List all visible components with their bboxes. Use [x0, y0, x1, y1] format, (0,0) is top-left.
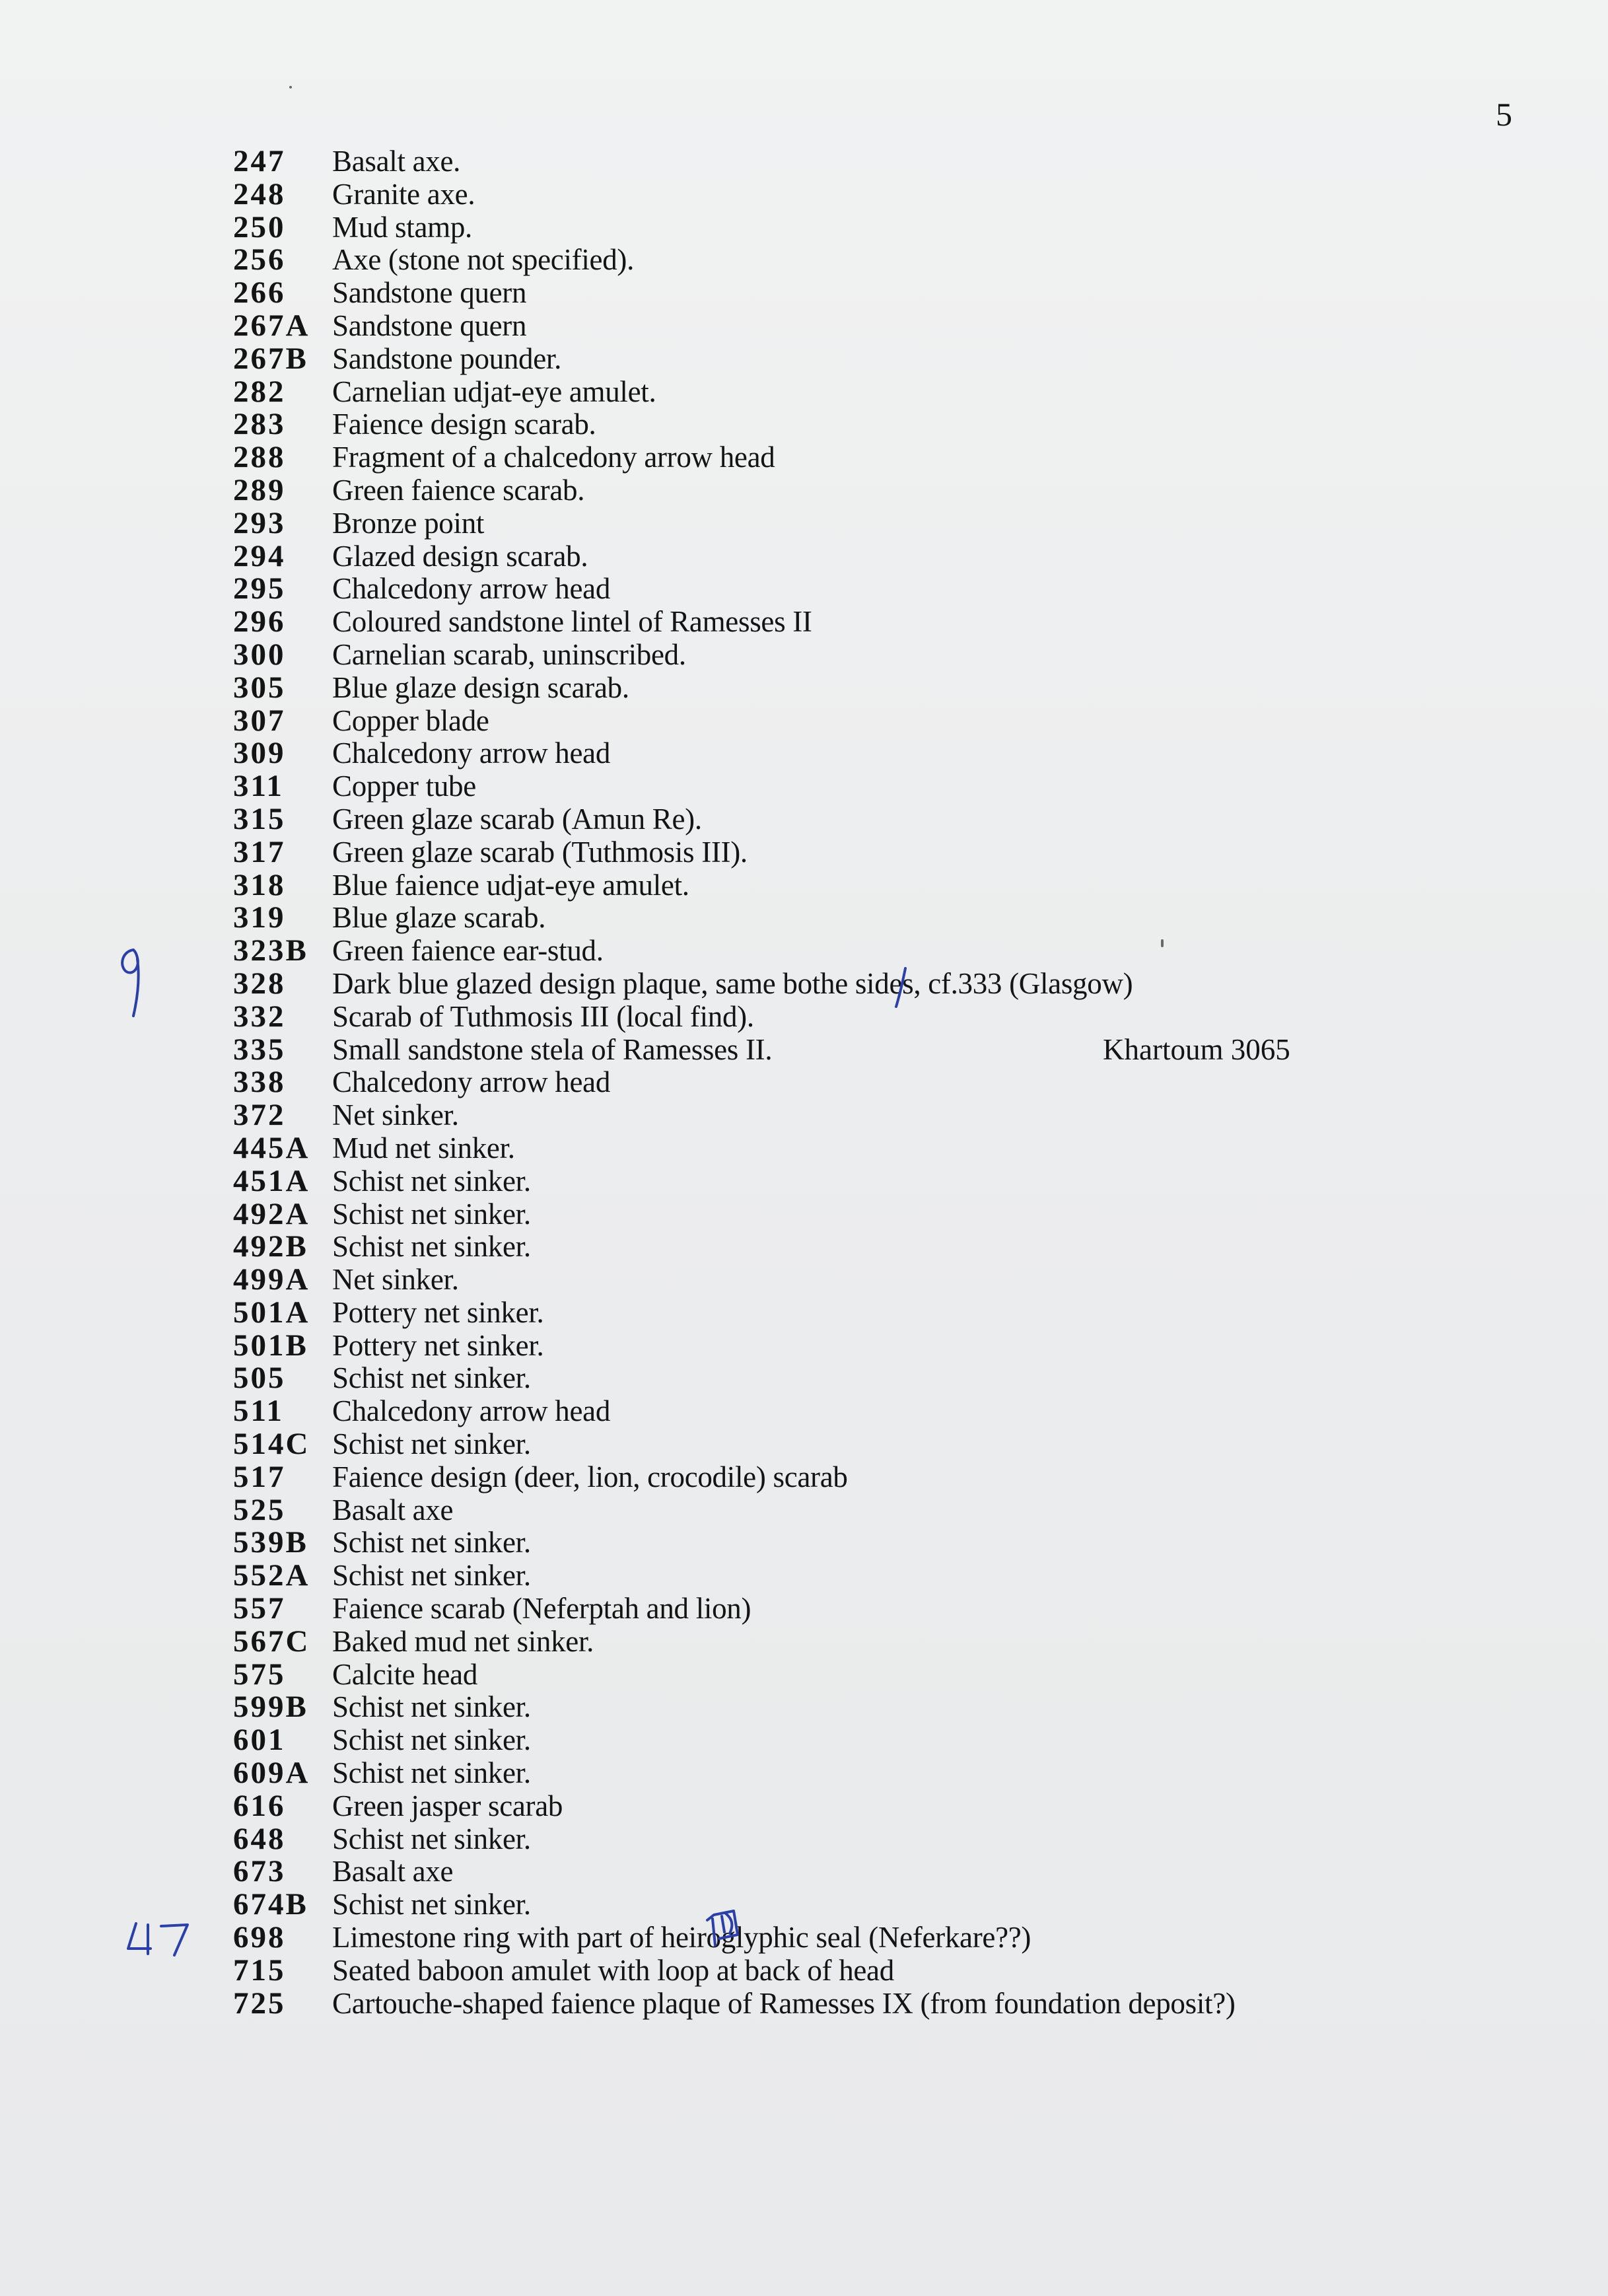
- item-description: Dark blue glazed design plaque, same bothe sides, cf.333 (Glasgow): [332, 966, 1133, 1000]
- item-number: 567C: [233, 1624, 310, 1659]
- item-description: Pottery net sinker.: [332, 1295, 544, 1329]
- item-number: 514C: [233, 1427, 310, 1462]
- item-number: 250: [233, 209, 286, 244]
- item-description: Schist net sinker.: [332, 1427, 531, 1461]
- list-item: [233, 1855, 1554, 1888]
- item-description: Cartouche-shaped faience plaque of Ramesses IX (from foundation deposit?): [332, 1986, 1236, 2020]
- item-number: 725: [233, 1986, 286, 2021]
- item-description: Limestone ring with part of heiroglyphic seal (Neferkare??): [332, 1921, 1031, 1955]
- item-description: Scarab of Tuthmosis III (local find).: [332, 999, 754, 1033]
- item-number: 256: [233, 242, 286, 277]
- item-description: Schist net sinker.: [332, 1723, 531, 1757]
- item-description: Chalcedony arrow head: [332, 1394, 611, 1428]
- item-description: Schist net sinker.: [332, 1361, 531, 1395]
- list-item: [233, 803, 1554, 836]
- list-item: [233, 441, 1554, 474]
- item-number: 296: [233, 604, 286, 639]
- item-description: Coloured sandstone lintel of Ramesses II: [332, 605, 812, 639]
- list-item: [233, 277, 1554, 310]
- item-number: 517: [233, 1459, 286, 1494]
- item-number: 492A: [233, 1196, 310, 1231]
- item-number: 323B: [233, 933, 308, 968]
- pen-correction-mark-bothe: [891, 964, 911, 1011]
- item-number: 335: [233, 1032, 286, 1067]
- list-item: [233, 1560, 1554, 1593]
- item-description: Small sandstone stela of Ramesses II.: [332, 1032, 773, 1066]
- item-description: Basalt axe: [332, 1855, 454, 1888]
- list-item: [233, 1757, 1554, 1790]
- page-number: 5: [1496, 96, 1512, 133]
- list-item: [233, 869, 1554, 902]
- list-item: [233, 376, 1554, 409]
- item-number: 295: [233, 571, 286, 606]
- item-description: Chalcedony arrow head: [332, 736, 611, 770]
- item-description: Fragment of a chalcedony arrow head: [332, 441, 775, 474]
- list-item: [233, 1428, 1554, 1461]
- item-description: Mud net sinker.: [332, 1131, 515, 1165]
- item-number: 283: [233, 407, 286, 442]
- item-number: 557: [233, 1591, 286, 1626]
- list-item: [233, 343, 1554, 376]
- item-description: Schist net sinker.: [332, 1690, 531, 1724]
- item-description: Schist net sinker.: [332, 1164, 531, 1198]
- item-description: Basalt axe.: [332, 145, 461, 178]
- list-item: [233, 1823, 1554, 1856]
- item-number: 698: [233, 1920, 286, 1955]
- item-description: Schist net sinker.: [332, 1559, 531, 1593]
- list-item: [233, 145, 1554, 178]
- item-number: 317: [233, 834, 286, 869]
- list-item: [233, 737, 1554, 770]
- handwritten-mark-left-upper: [111, 942, 157, 1021]
- list-item: [233, 507, 1554, 540]
- item-description: Carnelian udjat-eye amulet.: [332, 375, 656, 408]
- item-number: 311: [233, 769, 284, 804]
- list-item: [233, 672, 1554, 705]
- item-description: Sandstone pounder.: [332, 341, 562, 375]
- pen-correction-mark-heiroglyphic: [695, 1906, 748, 1965]
- list-item: [233, 1494, 1554, 1527]
- item-number: 525: [233, 1492, 286, 1527]
- item-description: Copper tube: [332, 770, 476, 803]
- list-item: [233, 1099, 1554, 1132]
- ink-speck: [289, 86, 292, 89]
- item-number: 499A: [233, 1262, 310, 1297]
- ink-speck: [1161, 939, 1164, 947]
- item-description: Basalt axe: [332, 1493, 454, 1526]
- list-item: [233, 1790, 1554, 1823]
- item-description: Mud stamp.: [332, 210, 473, 244]
- item-number: 673: [233, 1854, 286, 1889]
- catalogue-list: [233, 145, 1554, 2020]
- list-item: [233, 540, 1554, 573]
- list-item: [233, 1593, 1554, 1626]
- item-description: Axe (stone not specified).: [332, 243, 635, 277]
- item-number: 715: [233, 1953, 286, 1988]
- list-item: [233, 1330, 1554, 1363]
- list-item: [233, 244, 1554, 277]
- list-item: [233, 639, 1554, 672]
- list-item: [233, 1264, 1554, 1297]
- item-number: 492B: [233, 1229, 308, 1264]
- item-description: Blue glaze scarab.: [332, 901, 546, 935]
- list-item: [233, 902, 1554, 935]
- item-number: 294: [233, 538, 286, 573]
- item-description: Green glaze scarab (Tuthmosis III).: [332, 835, 748, 869]
- list-item: [233, 310, 1554, 343]
- list-item: [233, 1955, 1554, 1988]
- item-number: 318: [233, 867, 286, 902]
- item-number: 539B: [233, 1525, 308, 1560]
- item-number: 575: [233, 1657, 286, 1692]
- item-number: 445A: [233, 1130, 310, 1165]
- list-item: [233, 935, 1554, 968]
- list-item: [233, 1198, 1554, 1231]
- item-number: 501A: [233, 1295, 310, 1330]
- list-item: [233, 705, 1554, 738]
- item-number: 282: [233, 374, 286, 409]
- item-number: 372: [233, 1098, 286, 1133]
- item-description: Baked mud net sinker.: [332, 1624, 594, 1658]
- list-item: [233, 1724, 1554, 1757]
- item-description: Pottery net sinker.: [332, 1328, 544, 1362]
- item-number: 505: [233, 1361, 286, 1396]
- item-number: 338: [233, 1065, 286, 1100]
- list-item: [233, 770, 1554, 803]
- list-item: [233, 211, 1554, 244]
- item-description: Net sinker.: [332, 1098, 459, 1132]
- item-description: Schist net sinker.: [332, 1526, 531, 1560]
- item-number: 501B: [233, 1328, 308, 1363]
- item-number: 267A: [233, 308, 310, 343]
- item-description: Green glaze scarab (Amun Re).: [332, 802, 702, 836]
- item-number: 648: [233, 1821, 286, 1856]
- item-number: 307: [233, 703, 286, 738]
- item-description: Green jasper scarab: [332, 1789, 563, 1822]
- list-item: [233, 1362, 1554, 1395]
- item-number: 674B: [233, 1887, 308, 1922]
- list-item: [233, 1691, 1554, 1724]
- list-item: [233, 1921, 1554, 1955]
- item-number: 609A: [233, 1756, 310, 1791]
- item-description: Blue glaze design scarab.: [332, 670, 629, 704]
- item-description: Copper blade: [332, 703, 489, 737]
- item-number: 248: [233, 176, 286, 211]
- item-description: Green faience scarab.: [332, 473, 585, 507]
- item-description: Blue faience udjat-eye amulet.: [332, 868, 689, 902]
- list-item: [233, 836, 1554, 869]
- list-item: [233, 1297, 1554, 1330]
- item-number: 309: [233, 736, 286, 771]
- list-item: [233, 408, 1554, 441]
- item-description: Schist net sinker.: [332, 1888, 531, 1921]
- list-item: [233, 1626, 1554, 1659]
- item-description: Carnelian scarab, uninscribed.: [332, 637, 686, 671]
- item-number: 266: [233, 275, 286, 310]
- item-description: Faience design (deer, lion, crocodile) scarab: [332, 1460, 848, 1493]
- item-number: 305: [233, 670, 286, 705]
- item-description: Schist net sinker.: [332, 1230, 531, 1264]
- item-description: Chalcedony arrow head: [332, 572, 611, 606]
- item-number: 247: [233, 144, 286, 178]
- item-description: Sandstone quern: [332, 276, 527, 310]
- item-description: Schist net sinker.: [332, 1822, 531, 1855]
- item-number: 319: [233, 900, 286, 935]
- item-number: 289: [233, 472, 286, 507]
- item-description: Net sinker.: [332, 1263, 459, 1297]
- handwritten-mark-left-lower: [122, 1918, 194, 1960]
- list-item: [233, 1066, 1554, 1099]
- item-description: Seated baboon amulet with loop at back of head: [332, 1953, 894, 1987]
- list-item: [233, 1461, 1554, 1494]
- item-description: Bronze point: [332, 506, 485, 540]
- item-description: Green faience ear-stud.: [332, 934, 604, 968]
- list-item: [233, 178, 1554, 211]
- item-number: 332: [233, 999, 286, 1034]
- list-item: [233, 1132, 1554, 1165]
- list-item: [233, 1395, 1554, 1428]
- list-item: [233, 1231, 1554, 1264]
- list-item: [233, 606, 1554, 639]
- list-item: [233, 1526, 1554, 1560]
- item-description: Schist net sinker.: [332, 1197, 531, 1231]
- list-item: [233, 573, 1554, 606]
- item-description: Chalcedony arrow head: [332, 1065, 611, 1099]
- list-item: [233, 1034, 1554, 1067]
- item-description: Schist net sinker.: [332, 1756, 531, 1790]
- item-description: Faience scarab (Neferptah and lion): [332, 1592, 752, 1626]
- item-description: Sandstone quern: [332, 308, 527, 342]
- item-number: 451A: [233, 1163, 310, 1198]
- item-description: Granite axe.: [332, 177, 475, 211]
- item-description: Faience design scarab.: [332, 408, 596, 441]
- item-number: 511: [233, 1394, 284, 1429]
- list-item: [233, 1659, 1554, 1692]
- item-description: Glazed design scarab.: [332, 539, 588, 573]
- item-number: 300: [233, 637, 286, 672]
- item-description: Calcite head: [332, 1657, 478, 1691]
- list-item: [233, 474, 1554, 507]
- item-number: 599B: [233, 1690, 308, 1725]
- item-number: 552A: [233, 1558, 310, 1593]
- item-number: 328: [233, 966, 286, 1001]
- item-number: 601: [233, 1723, 286, 1758]
- item-number: 293: [233, 505, 286, 540]
- item-number: 267B: [233, 341, 308, 376]
- list-item: [233, 1165, 1554, 1198]
- list-item: [233, 1888, 1554, 1921]
- list-item: [233, 1988, 1554, 2021]
- item-number: 616: [233, 1788, 286, 1823]
- item-number: 315: [233, 801, 286, 836]
- item-number: 288: [233, 440, 286, 475]
- item-location-note: Khartoum 3065: [1103, 1032, 1290, 1066]
